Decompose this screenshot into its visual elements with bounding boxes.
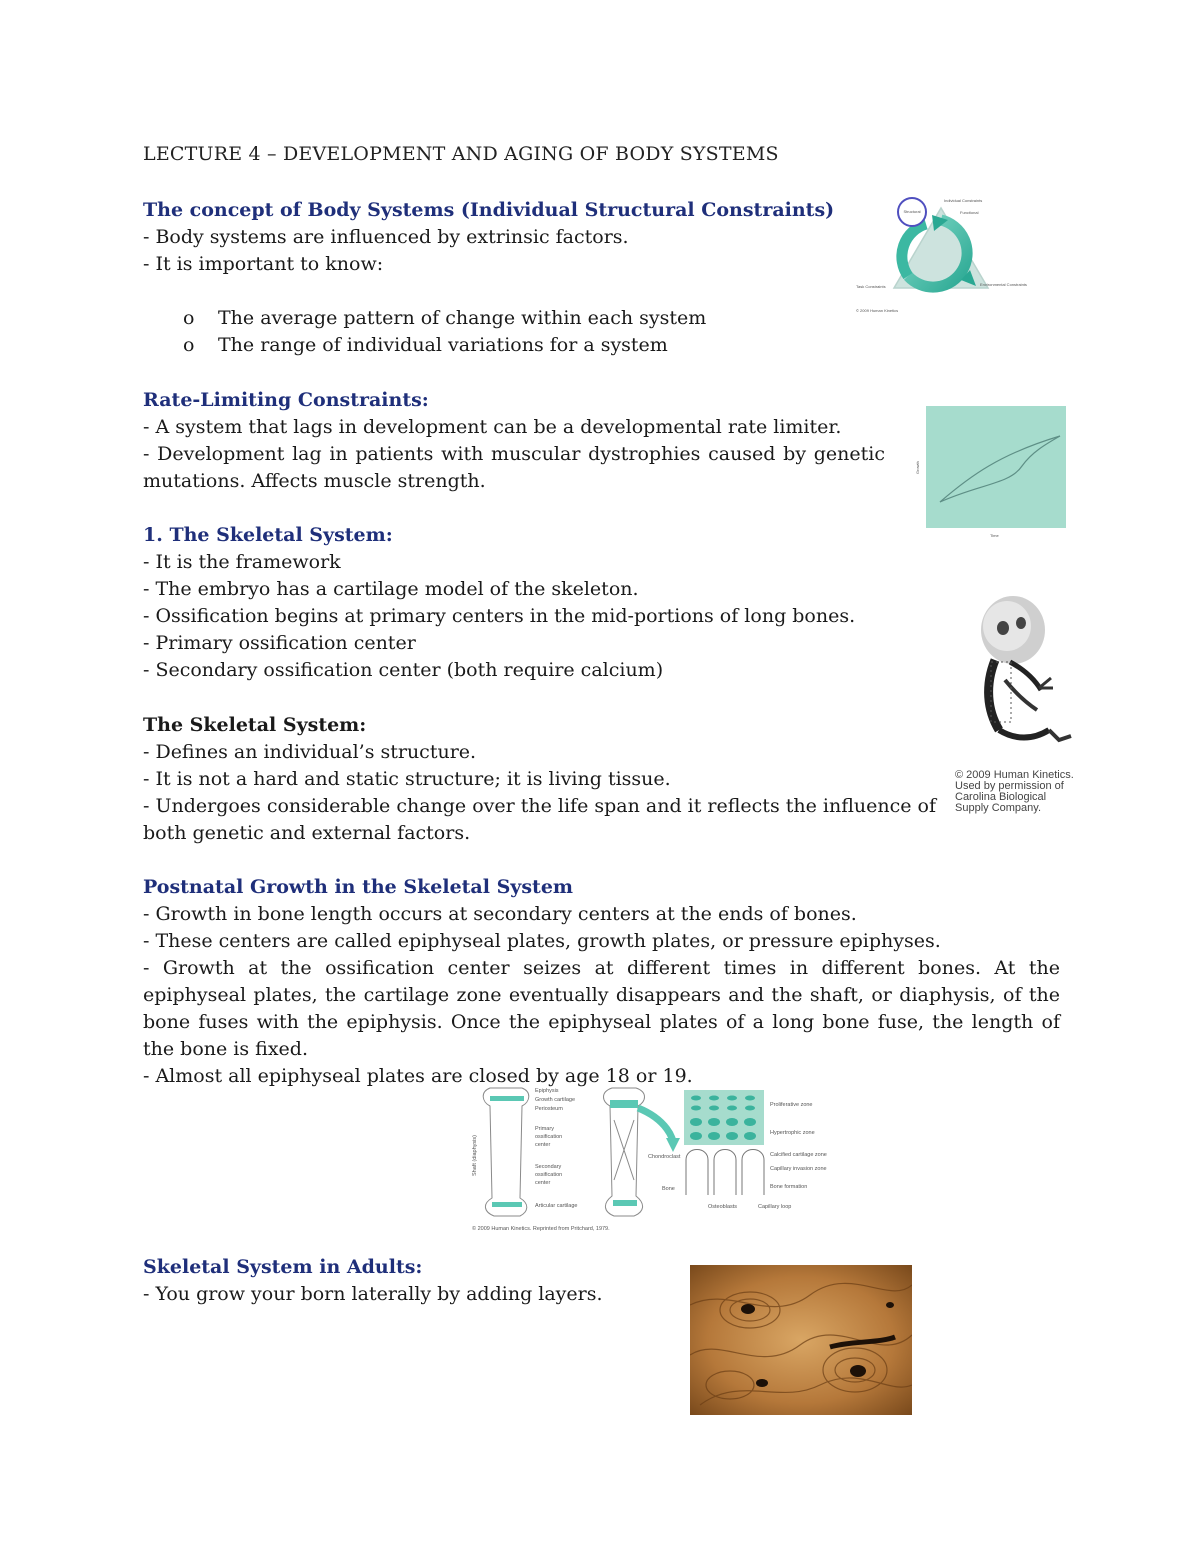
paragraph: - Growth at the ossification center seizes at different times in different bones. At the epiphyseal plates, the cartilage zone eventually disappears and the shaft, or diaphysis, of the bone fuses with the epiphysis. Once the epiphyseal plates of a long bone fuse, the length of the bone is fixed. — [143, 957, 1060, 1060]
label-functional: Functional — [960, 210, 979, 215]
section-heading: 1. The Skeletal System: — [143, 524, 393, 546]
text-line: - The embryo has a cartilage model of the skeleton. — [143, 578, 639, 600]
bone-tissue-micrograph — [690, 1265, 912, 1415]
label-growth-cartilage: Growth cartilage — [535, 1097, 576, 1103]
text-line: - Primary ossification center — [143, 632, 416, 654]
growth-plate — [610, 1100, 638, 1108]
constraints-model-figure — [848, 190, 1028, 320]
axis-label-x: Time — [990, 533, 999, 538]
document-title: LECTURE 4 – DEVELOPMENT AND AGING OF BODY SYSTEMS — [143, 143, 779, 165]
caption-line: © 2009 Human Kinetics. — [955, 769, 1074, 781]
growth-curve-figure — [910, 404, 1070, 542]
section-heading: The concept of Body Systems (Individual Structural Constraints) — [143, 199, 835, 221]
text-line: - Ossification begins at primary centers in the mid-portions of long bones. — [143, 605, 856, 627]
growth-plate — [490, 1096, 524, 1101]
label-secondary-ossification: ossification — [535, 1172, 563, 1178]
section-heading: The Skeletal System: — [143, 714, 367, 736]
label-secondary: Secondary — [535, 1164, 562, 1170]
bullet-mark: o — [183, 307, 195, 329]
paragraph: - Undergoes considerable change over the life span and it reflects the influence of both genetic and external factors. — [143, 795, 936, 844]
text-line: - It is important to know: — [143, 253, 384, 275]
label-proliferative-zone: Proliferative zone — [770, 1102, 813, 1108]
label-capillary-loop: Capillary loop — [758, 1204, 792, 1210]
section-rate-limiting — [143, 387, 885, 495]
bone-growth-plate-figure — [468, 1080, 858, 1238]
text-line: - Defines an individual’s structure. — [143, 741, 477, 763]
label-primary-center: center — [535, 1142, 551, 1148]
label-articular-cartilage: Articular cartilage — [535, 1203, 578, 1209]
label-capillary-invasion: Capillary invasion zone — [770, 1166, 827, 1172]
section-heading: Postnatal Growth in the Skeletal System — [143, 876, 574, 898]
label-epiphysis: Epiphysis — [535, 1088, 559, 1094]
text-line: - It is not a hard and static structure; it is living tissue. — [143, 768, 671, 790]
capillary-loop-shape — [686, 1150, 708, 1196]
growth-plate — [492, 1202, 522, 1207]
zoom-arrow — [638, 1108, 673, 1142]
text-line: - Growth in bone length occurs at secondary centers at the ends of bones. — [143, 903, 857, 925]
label-structural: Structural — [903, 209, 921, 214]
fetal-skeleton-figure — [955, 590, 1080, 760]
skeleton-caption — [955, 770, 1095, 814]
caption-line: Used by permission of — [955, 780, 1064, 792]
label-hypertrophic-zone: Hypertrophic zone — [770, 1130, 815, 1136]
label-individual: Individual Constraints — [944, 198, 983, 203]
list-item-text: The range of individual variations for a system — [218, 334, 668, 356]
list-item — [143, 305, 843, 332]
text-line: - Body systems are influenced by extrinsic factors. — [143, 226, 629, 248]
label-bone: Bone — [662, 1186, 675, 1192]
section-postnatal-growth — [143, 874, 1060, 1090]
label-environmental: Environmental Constraints — [980, 282, 1027, 287]
axis-label-y: Growth — [915, 461, 920, 474]
label-periosteum: Periosteum — [535, 1106, 563, 1112]
figure-copyright: © 2009 Human Kinetics. Reprinted from Pritchard, 1979. — [472, 1226, 610, 1232]
text-line: - You grow your born laterally by adding layers. — [143, 1283, 603, 1305]
bone-shape — [483, 1088, 529, 1216]
bullet-mark: o — [183, 334, 195, 356]
section-skeletal-system — [143, 522, 863, 684]
label-osteoblasts: Osteoblasts — [708, 1204, 738, 1210]
label-bone-formation: Bone formation — [770, 1184, 808, 1190]
text-line: - Almost all epiphyseal plates are closed by age 18 or 19. — [143, 1065, 693, 1087]
list-item-text: The average pattern of change within each system — [218, 307, 707, 329]
label-calcified-zone: Calcified cartilage zone — [770, 1152, 827, 1158]
section-skeletal-system-2 — [143, 712, 936, 847]
arrow-head-icon — [666, 1138, 680, 1152]
label-task: Task Constraints — [856, 284, 886, 289]
text-line: - These centers are called epiphyseal plates, growth plates, or pressure epiphyses. — [143, 930, 941, 952]
text-line: - It is the framework — [143, 551, 341, 573]
figure-copyright: © 2009 Human Kinetics — [856, 308, 899, 313]
section-body-systems — [143, 197, 843, 359]
label-shaft: Shaft (diaphysis) — [472, 1135, 478, 1176]
caption-line: Supply Company. — [955, 802, 1042, 814]
growth-plate — [613, 1200, 637, 1206]
label-chondroclast: Chondroclast — [648, 1154, 681, 1160]
text-line: - A system that lags in development can be a developmental rate limiter. — [143, 416, 842, 438]
list-item — [143, 332, 843, 359]
section-skeletal-adults — [143, 1254, 663, 1308]
paragraph: - Development lag in patients with muscular dystrophies caused by genetic mutations. Affects muscle strength. — [143, 443, 885, 492]
section-heading: Rate-Limiting Constraints: — [143, 389, 429, 411]
text-line: - Secondary ossification center (both require calcium) — [143, 659, 664, 681]
caption-line: Carolina Biological — [955, 791, 1047, 803]
section-heading: Skeletal System in Adults: — [143, 1256, 423, 1278]
label-primary: Primary — [535, 1126, 554, 1132]
label-primary-ossification: ossification — [535, 1134, 563, 1140]
chart-panel — [926, 406, 1066, 528]
label-secondary-center: center — [535, 1180, 551, 1186]
